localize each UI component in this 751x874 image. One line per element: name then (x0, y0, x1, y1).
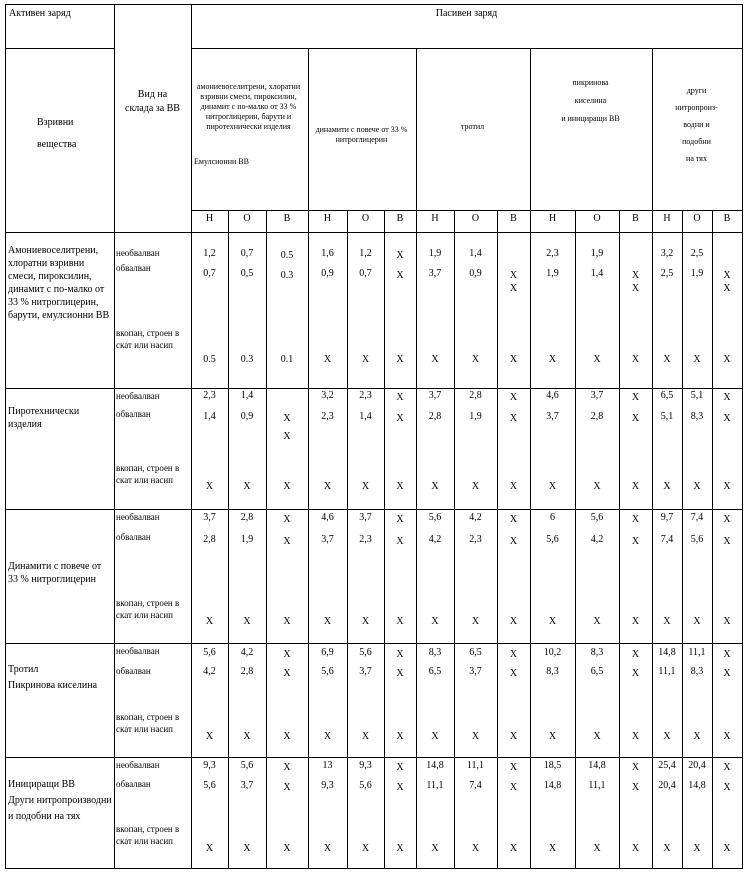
row-3-val2-c14: Х (723, 668, 731, 679)
row-4-val3-c10: Х (593, 843, 601, 854)
row-4-val1-c9: 18,5 (543, 760, 562, 771)
row-1-val3-c4: Х (361, 481, 370, 492)
row-4-val1-c8: Х (509, 762, 518, 773)
row-1-val1-c10: 3,7 (590, 390, 604, 401)
header-passive-charge: Пасивен заряд (435, 8, 498, 19)
row-1-val2-c3: 2,3 (321, 411, 334, 422)
row-2-val2-c13: 5,6 (690, 534, 704, 545)
row-2-val2-c1: 1,9 (240, 534, 254, 545)
passive-group-4: други нитропроиз- водни и подобни на тях (675, 86, 718, 163)
row-0-val2-c10: 1,4 (590, 268, 604, 279)
row-3-val1-c5: Х (396, 649, 404, 660)
row-3-val3-c11: Х (631, 731, 640, 742)
sub-header-14: В (723, 213, 731, 224)
row-2-val3-c6: Х (431, 616, 439, 627)
table-border-top (5, 4, 742, 5)
row-1-val3-c5: Х (396, 481, 404, 492)
row-0-val1-c6: 1,9 (428, 248, 442, 259)
row-0-val1-c5: Х (396, 250, 404, 261)
row-0-explosive: Амониевоселитрени, хлоратни взривни смеси, пироксилин, динамит с по-малко от 33 % нитроглицерин, барути, емулсионни ВВ (8, 245, 110, 321)
row-2-val3-c2: Х (283, 616, 291, 627)
row-1-wh-buried: вкопан, строен в скат или насип (116, 463, 180, 485)
row-1-val3-c0: Х (205, 481, 214, 492)
row-2-val1-c10: 5,6 (590, 512, 604, 523)
row-3-val1-c7: 6,5 (469, 647, 482, 658)
row-1-val3-c8: Х (509, 481, 518, 492)
row-0-val2b-c11: Х (631, 283, 640, 294)
sub-header-11: В (632, 213, 639, 224)
row-0-val1-c2: 0.5 (280, 250, 294, 261)
row-1-val2b-c2: Х (283, 431, 291, 442)
row-2-val3-c10: Х (593, 616, 601, 627)
row-4-val1-c11: Х (631, 762, 640, 773)
row-0-val2-c8: Х (509, 270, 518, 281)
row-2-val3-c9: Х (548, 616, 557, 627)
row-4-val2-c7: 7,4 (469, 780, 482, 791)
row-1-val2-c8: Х (509, 413, 518, 424)
row-0-val2-c3: 0,9 (321, 268, 334, 279)
row-2-val1-c4: 3,7 (359, 512, 372, 523)
row-3-val3-c8: Х (509, 731, 518, 742)
row-2-val3-c0: Х (205, 616, 214, 627)
row-3-wh-buried: вкопан, строен в скат или насип (116, 712, 180, 734)
row-0-val3-c3: Х (323, 354, 332, 365)
row-3-val3-c2: Х (283, 731, 291, 742)
row-3-val1-c9: 10,2 (543, 647, 562, 658)
sub-header-3: Н (323, 213, 332, 224)
row-0-val1-c3: 1,6 (321, 248, 334, 259)
row-1-wh-unbanked: необвалван (116, 391, 160, 401)
row-3-val2-c7: 3,7 (469, 666, 482, 677)
row-1-val1-c8: Х (509, 392, 518, 403)
row-2-val1-c13: 7,4 (690, 512, 704, 523)
row-4-val3-c11: Х (631, 843, 640, 854)
row-2-val1-c3: 4,6 (321, 512, 334, 523)
row-2-val2-c9: 5,6 (546, 534, 559, 545)
group-rule-0 (308, 48, 309, 868)
row-3-val1-c11: Х (631, 649, 640, 660)
row-4-val2-c3: 9,3 (321, 780, 334, 791)
row-3-val1-c8: Х (509, 649, 518, 660)
sub-header-4: О (361, 213, 370, 224)
row-0-val1-c7: 1,4 (469, 248, 482, 259)
row-1-val3-c1: Х (243, 481, 251, 492)
row-1-val1-c1: 1,4 (240, 390, 254, 401)
sub-header-9: Н (548, 213, 557, 224)
row-0-val1-c0: 1,2 (203, 248, 216, 259)
row-2-val1-c8: Х (509, 514, 518, 525)
row-2-val2-c6: 4,2 (428, 534, 442, 545)
row-0-val3-c10: Х (593, 354, 601, 365)
row-3-explosive: Тротил Пикринова киселина (8, 664, 98, 691)
row-1-val2-c13: 8,3 (690, 411, 704, 422)
row-3-val1-c14: Х (723, 649, 731, 660)
row-2-val1-c7: 4,2 (469, 512, 482, 523)
row-4-val1-c5: Х (396, 762, 404, 773)
row-3-val3-c6: Х (431, 731, 439, 742)
row-3-val2-c13: 8,3 (690, 666, 704, 677)
row-4-val1-c7: 11,1 (466, 760, 485, 771)
row-2-val3-c14: Х (723, 616, 731, 627)
row-1-val3-c2: Х (283, 481, 291, 492)
row-4-val3-c5: Х (396, 843, 404, 854)
passive-group-0: амониевоселитрени, хлоратни взривни смеси, пироксилин, динамит с по-малко от 33 % нитроглицерин, барути и пиротехнически изделия (196, 82, 301, 131)
row-1-val1-c9: 4,6 (546, 390, 559, 401)
row-2-val3-c12: Х (663, 616, 671, 627)
row-0-wh-unbanked: необвалван (116, 248, 160, 258)
row-4-val3-c7: Х (471, 843, 480, 854)
row-2-val1-c12: 9,7 (660, 512, 674, 523)
row-0-wh-banked: обвалван (116, 263, 151, 273)
row-3-val2-c10: 6,5 (590, 666, 604, 677)
row-3-val2-c5: Х (396, 668, 404, 679)
row-0-val2-c2: 0.3 (280, 270, 294, 281)
sub-header-6: Н (431, 213, 439, 224)
row-4-val2-c0: 5,6 (203, 780, 216, 791)
row-0-val2-c7: 0,9 (469, 268, 482, 279)
row-4-val2-c11: Х (631, 782, 640, 793)
row-0-val3-c11: Х (631, 354, 640, 365)
row-3-val2-c3: 5,6 (321, 666, 334, 677)
row-2-val1-c1: 2,8 (240, 512, 254, 523)
row-3-val3-c12: Х (663, 731, 671, 742)
row-2-wh-banked: обвалван (116, 532, 151, 542)
row-1-val2-c14: Х (723, 413, 731, 424)
row-2-val1-c6: 5,6 (428, 512, 442, 523)
row-3-val2-c2: Х (283, 668, 291, 679)
row-0-val3-c7: Х (471, 354, 480, 365)
row-3-val2-c1: 2,8 (240, 666, 254, 677)
row-3-val2-c12: 11,1 (658, 666, 676, 677)
row-1-val3-c7: Х (471, 481, 480, 492)
hrule-passive (191, 48, 742, 49)
row-rule-2 (5, 643, 742, 644)
row-3-val3-c5: Х (396, 731, 404, 742)
row-0-val2-c14: Х (723, 270, 731, 281)
row-3-val1-c13: 11,1 (688, 647, 706, 658)
row-4-val3-c3: Х (323, 843, 332, 854)
row-3-val3-c10: Х (593, 731, 601, 742)
row-0-val3-c13: Х (693, 354, 701, 365)
row-0-val3-c14: Х (723, 354, 731, 365)
row-3-val3-c0: Х (205, 731, 214, 742)
row-rule-1 (5, 509, 742, 510)
row-1-val2-c9: 3,7 (546, 411, 559, 422)
row-3-val1-c2: Х (283, 649, 291, 660)
row-2-wh-buried: вкопан, строен в скат или насип (116, 598, 180, 620)
passive-group-2: тротил (460, 122, 485, 131)
row-1-val1-c0: 2,3 (203, 390, 216, 401)
row-0-val3-c2: 0.1 (280, 354, 294, 365)
row-3-val3-c7: Х (471, 731, 480, 742)
hrule-active (5, 48, 114, 49)
row-1-val2-c1: 0,9 (240, 411, 254, 422)
sub-header-5: В (396, 213, 404, 224)
row-3-val1-c0: 5,6 (203, 647, 216, 658)
row-0-val3-c0: 0.5 (203, 354, 216, 365)
row-4-val2-c5: Х (396, 782, 404, 793)
row-2-val3-c8: Х (509, 616, 518, 627)
header-warehouse-type: Вид на склада за ВВ (125, 89, 180, 114)
row-3-val2-c11: Х (631, 668, 640, 679)
row-2-val2-c14: Х (723, 536, 731, 547)
row-0-val2-c9: 1,9 (546, 268, 559, 279)
row-0-val3-c5: Х (396, 354, 404, 365)
row-0-val1-c12: 3,2 (660, 248, 674, 259)
row-2-val2-c2: Х (283, 536, 291, 547)
row-2-val3-c7: Х (471, 616, 480, 627)
row-1-val2-c12: 5,1 (660, 411, 674, 422)
row-3-val2-c8: Х (509, 668, 518, 679)
row-0-val3-c12: Х (663, 354, 671, 365)
row-2-val2-c12: 7,4 (660, 534, 674, 545)
sub-header-1: О (243, 213, 251, 224)
row-4-val1-c12: 25,4 (658, 760, 676, 771)
row-4-val3-c14: Х (723, 843, 731, 854)
row-3-val1-c12: 14,8 (658, 647, 676, 658)
row-4-val3-c13: Х (693, 843, 701, 854)
row-4-val3-c6: Х (431, 843, 439, 854)
passive-group-0-extra: Емулсионни ВВ (194, 157, 249, 166)
row-2-val2-c5: Х (396, 536, 404, 547)
row-2-val3-c11: Х (631, 616, 640, 627)
row-1-val2-c10: 2,8 (590, 411, 604, 422)
row-4-wh-banked: обвалван (116, 779, 151, 789)
hrule-subheader (191, 210, 742, 211)
group-rule-2 (530, 48, 531, 868)
passive-group-1: динамити с повече от 33 % нитроглицерин (315, 125, 408, 144)
row-4-val1-c3: 13 (322, 760, 333, 771)
row-4-val1-c6: 14,8 (426, 760, 444, 771)
row-1-val2-c6: 2,8 (428, 411, 442, 422)
row-2-val1-c11: Х (631, 514, 640, 525)
row-4-val2-c6: 11,1 (426, 780, 444, 791)
row-0-val2-c6: 3,7 (428, 268, 442, 279)
row-1-val1-c11: Х (631, 392, 640, 403)
col-rule-warehouse (114, 4, 115, 869)
row-1-val2-c2: Х (283, 413, 291, 424)
row-3-val1-c4: 5,6 (359, 647, 372, 658)
row-2-val2-c7: 2,3 (469, 534, 482, 545)
row-0-val3-c8: Х (509, 354, 518, 365)
row-0-val2b-c8: Х (509, 283, 518, 294)
row-4-val3-c2: Х (283, 843, 291, 854)
row-0-val1-c13: 2,5 (690, 248, 704, 259)
row-3-val1-c3: 6,9 (321, 647, 334, 658)
row-2-val2-c11: Х (631, 536, 640, 547)
row-3-val3-c14: Х (723, 731, 731, 742)
row-0-val3-c6: Х (431, 354, 439, 365)
row-rule-3 (5, 757, 742, 758)
row-4-val3-c12: Х (663, 843, 671, 854)
row-2-wh-unbanked: необвалван (116, 512, 160, 522)
header-active-charge: Активен заряд (9, 8, 71, 19)
row-rule-0 (5, 388, 742, 389)
row-4-val3-c0: Х (205, 843, 214, 854)
table-border-right (742, 4, 743, 869)
row-2-val1-c9: 6 (550, 512, 555, 523)
row-2-val1-c2: Х (283, 514, 291, 525)
row-3-val1-c1: 4,2 (240, 647, 254, 658)
row-2-val2-c4: 2,3 (359, 534, 372, 545)
row-3-val2-c6: 6,5 (428, 666, 442, 677)
row-1-val2-c4: 1,4 (359, 411, 372, 422)
row-1-val3-c13: Х (693, 481, 701, 492)
row-2-val3-c13: Х (693, 616, 701, 627)
row-1-explosive: Пиротехнически изделия (8, 406, 80, 430)
row-1-val3-c10: Х (593, 481, 601, 492)
row-2-val2-c0: 2,8 (203, 534, 216, 545)
row-2-val3-c4: Х (361, 616, 370, 627)
row-4-val1-c4: 9,3 (359, 760, 372, 771)
row-1-val1-c3: 3,2 (321, 390, 334, 401)
row-2-val2-c3: 3,7 (321, 534, 334, 545)
row-4-val1-c2: Х (283, 762, 291, 773)
row-0-val2-c5: Х (396, 270, 404, 281)
row-0-val2-c4: 0,7 (359, 268, 372, 279)
row-2-val3-c1: Х (243, 616, 251, 627)
sub-header-8: В (510, 213, 517, 224)
row-1-val1-c12: 6,5 (660, 390, 674, 401)
row-1-val3-c12: Х (663, 481, 671, 492)
row-1-val1-c14: Х (723, 392, 731, 403)
row-3-val2-c9: 8,3 (546, 666, 559, 677)
row-0-wh-buried: вкопан, строен в скат или насип (116, 328, 180, 350)
row-2-val1-c0: 3,7 (203, 512, 216, 523)
row-1-val3-c14: Х (723, 481, 731, 492)
row-3-val1-c6: 8,3 (428, 647, 442, 658)
group-rule-1 (416, 48, 417, 868)
row-4-wh-buried: вкопан, строен в скат или насип (116, 824, 180, 846)
row-0-val2-c12: 2,5 (660, 268, 674, 279)
row-1-val1-c4: 2,3 (359, 390, 372, 401)
row-3-val3-c3: Х (323, 731, 332, 742)
row-0-val1-c10: 1,9 (590, 248, 604, 259)
row-4-wh-unbanked: необвалван (116, 760, 160, 770)
row-0-val3-c9: Х (548, 354, 557, 365)
row-2-explosive: Динамити с повече от 33 % нитроглицерин (8, 561, 102, 585)
row-1-val2-c11: Х (631, 413, 640, 424)
row-2-val3-c3: Х (323, 616, 332, 627)
hrule-header-bottom (5, 232, 742, 233)
sub-header-0: Н (205, 213, 214, 224)
row-1-val3-c6: Х (431, 481, 439, 492)
row-0-val3-c4: Х (361, 354, 370, 365)
row-4-val1-c1: 5,6 (240, 760, 254, 771)
row-4-val1-c0: 9,3 (203, 760, 216, 771)
row-4-val2-c2: Х (283, 782, 291, 793)
row-3-val3-c9: Х (548, 731, 557, 742)
row-1-val2-c5: Х (396, 413, 404, 424)
row-2-val2-c8: Х (509, 536, 518, 547)
sub-header-12: Н (663, 213, 671, 224)
row-1-val1-c13: 5,1 (690, 390, 704, 401)
row-4-val3-c4: Х (361, 843, 370, 854)
row-1-val2-c7: 1,9 (469, 411, 482, 422)
row-1-val1-c6: 3,7 (428, 390, 442, 401)
row-4-val2-c1: 3,7 (240, 780, 254, 791)
row-4-val2-c12: 20,4 (658, 780, 676, 791)
row-3-val3-c13: Х (693, 731, 701, 742)
row-3-val3-c4: Х (361, 731, 370, 742)
row-1-val3-c11: Х (631, 481, 640, 492)
group-rule-3 (652, 48, 653, 868)
row-4-val1-c10: 14,8 (588, 760, 606, 771)
row-4-val3-c9: Х (548, 843, 557, 854)
row-4-val1-c13: 20,4 (688, 760, 706, 771)
row-0-val2-c13: 1,9 (690, 268, 704, 279)
row-3-val2-c4: 3,7 (359, 666, 372, 677)
row-4-val2-c9: 14,8 (543, 780, 562, 791)
row-0-val2b-c14: Х (723, 283, 731, 294)
row-4-val2-c13: 14,8 (688, 780, 706, 791)
row-1-val1-c7: 2,8 (469, 390, 482, 401)
row-4-val3-c8: Х (509, 843, 518, 854)
row-1-val1-c5: Х (396, 392, 404, 403)
row-0-val1-c1: 0,7 (240, 248, 254, 259)
row-4-val2-c14: Х (723, 782, 731, 793)
row-2-val3-c5: Х (396, 616, 404, 627)
row-1-val2-c0: 1,4 (203, 411, 216, 422)
row-2-val2-c10: 4,2 (590, 534, 604, 545)
sub-header-7: О (471, 213, 480, 224)
row-3-wh-unbanked: необвалван (116, 646, 160, 656)
row-4-val2-c8: Х (509, 782, 518, 793)
row-4-val1-c14: Х (723, 762, 731, 773)
row-3-wh-banked: обвалван (116, 666, 151, 676)
table-border-left (5, 4, 6, 869)
row-0-val1-c9: 2,3 (546, 248, 559, 259)
row-3-val2-c0: 4,2 (203, 666, 216, 677)
row-1-val3-c3: Х (323, 481, 332, 492)
row-3-val3-c1: Х (243, 731, 251, 742)
row-0-val2-c11: Х (631, 270, 640, 281)
row-4-val2-c10: 11,1 (588, 780, 606, 791)
row-2-val1-c5: Х (396, 514, 404, 525)
header-explosives: Взривни вещества (37, 117, 77, 150)
row-0-val1-c4: 1,2 (359, 248, 372, 259)
sub-header-10: О (593, 213, 601, 224)
row-1-val3-c9: Х (548, 481, 557, 492)
passive-group-3: пикринова киселина и инициращи ВВ (561, 78, 620, 123)
row-0-val2-c0: 0,7 (203, 268, 216, 279)
table-border-bottom (5, 868, 742, 869)
row-4-val3-c1: Х (243, 843, 251, 854)
row-0-val2-c1: 0,5 (240, 268, 254, 279)
row-4-explosive: Инициращи ВВ Други нитропроизводни и подобни на тях (8, 779, 112, 822)
row-1-wh-banked: обвалван (116, 409, 151, 419)
row-2-val1-c14: Х (723, 514, 731, 525)
sub-header-13: О (693, 213, 701, 224)
row-4-val2-c4: 5,6 (359, 780, 372, 791)
row-0-val3-c1: 0.3 (240, 354, 254, 365)
sub-header-2: В (283, 213, 291, 224)
row-3-val1-c10: 8,3 (590, 647, 604, 658)
